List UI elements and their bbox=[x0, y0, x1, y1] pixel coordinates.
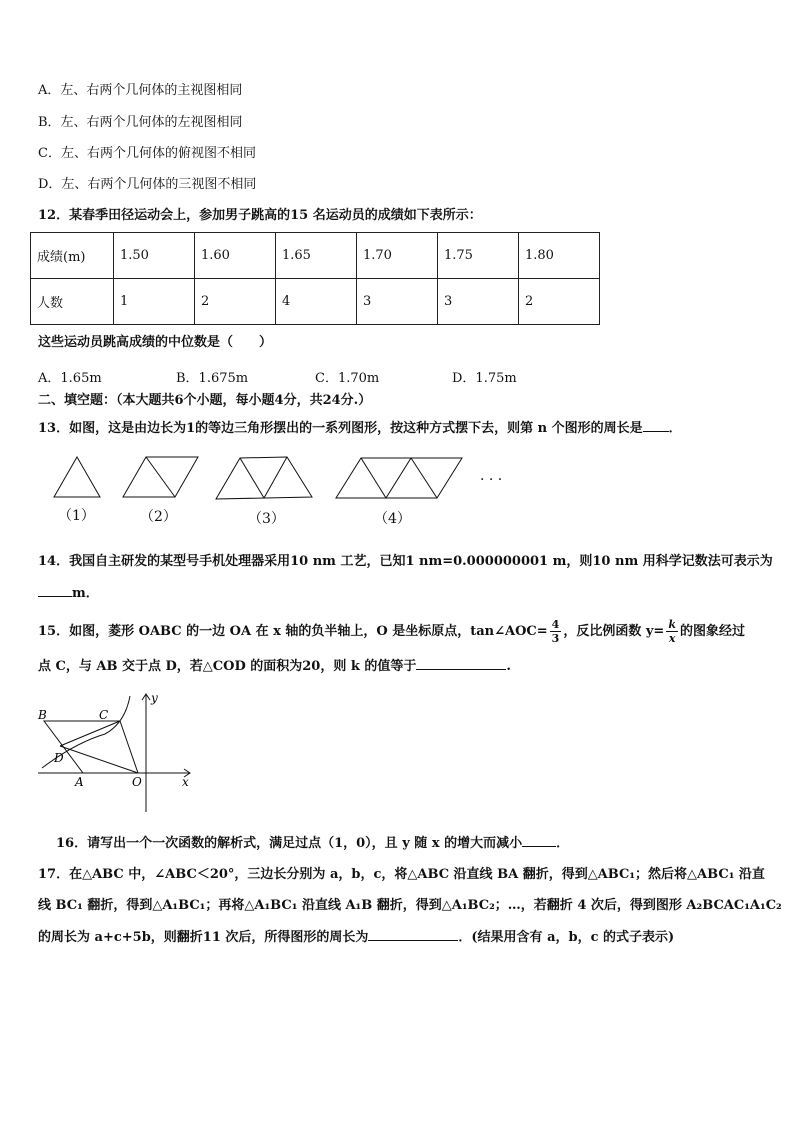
q14-stem: 14．我国自主研发的某型号手机处理器采用10 nm 工艺，已知1 nm=0.000000001 m，则10 nm 用科学记数法可表示为 bbox=[38, 554, 773, 569]
tan-fraction bbox=[550, 618, 562, 645]
q15-end: . bbox=[506, 659, 511, 674]
section-title: 二、填空题：（本大题共6个小题，每小题4分，共24分.） bbox=[38, 393, 372, 408]
q16-text: 16．请写出一个一次函数的解析式，满足过点（1，0），且 y 随 x 的增大而减小 bbox=[56, 836, 523, 851]
q11-option-c: C．左、右两个几何体的俯视图不相同 bbox=[38, 146, 256, 161]
q12-question: 这些运动员跳高成绩的中位数是（ ） bbox=[38, 335, 273, 350]
rhombus-coordinate-figure bbox=[30, 688, 205, 816]
q11-option-b: B．左、右两个几何体的左视图相同 bbox=[38, 115, 243, 130]
q17-line2: 线 BC₁ 翻折，得到△A₁BC₁；再将△A₁BC₁ 沿直线 A₁B 翻折，得到△A₁BC₂；…，若翻折 4 次后，得到图形 A₂BCAC₁A₁C₂ bbox=[38, 898, 782, 913]
k-over-x-fraction bbox=[666, 618, 678, 645]
q17-line3b: ．(结果用含有 a，b，c 的式子表示) bbox=[458, 930, 675, 945]
table-cell: 4 bbox=[276, 279, 357, 325]
figure-label-4: （4） bbox=[374, 511, 411, 527]
q13-end: ． bbox=[668, 421, 682, 436]
answer-blank bbox=[416, 657, 506, 670]
q16-stem bbox=[56, 834, 569, 853]
point-b-label: B bbox=[38, 708, 47, 722]
rhombus-oabc bbox=[44, 721, 138, 773]
q11-option-a: A．左、右两个几何体的主视图相同 bbox=[38, 83, 243, 98]
q17-line3a: 的周长为 a+c+5b，则翻折11 次后，所得图形的周长为 bbox=[38, 930, 369, 945]
q15-part2: ，反比例函数 y= bbox=[563, 624, 665, 639]
answer-blank bbox=[38, 584, 72, 597]
answer-blank bbox=[522, 834, 556, 847]
point-o-label: O bbox=[132, 775, 142, 789]
answer-blank bbox=[368, 928, 458, 941]
fraction-denominator: 3 bbox=[551, 632, 560, 645]
x-axis-label: x bbox=[182, 775, 189, 789]
table-cell: 1.50 bbox=[114, 233, 195, 279]
q16-end: ． bbox=[556, 836, 570, 851]
fraction-numerator: 4 bbox=[551, 618, 560, 631]
point-d-label: D bbox=[54, 751, 64, 765]
q13-text: 13．如图，这是由边长为1的等边三角形摆出的一系列图形，按这种方式摆下去，则第 n 个图形的周长是 bbox=[38, 421, 643, 436]
fraction-numerator: k bbox=[668, 618, 676, 631]
q15-part1: 15．如图，菱形 OABC 的一边 OA 在 x 轴的负半轴上，O 是坐标原点，tan∠AOC= bbox=[38, 624, 548, 639]
table-row bbox=[31, 233, 600, 279]
q14-end: m． bbox=[72, 586, 99, 601]
triangle-figure-3 bbox=[216, 457, 312, 499]
table-cell: 3 bbox=[357, 279, 438, 325]
point-a-label: A bbox=[75, 775, 84, 789]
q17-line3 bbox=[38, 928, 674, 947]
q12-option-c: C．1.70m bbox=[315, 371, 380, 386]
fraction-denominator: x bbox=[668, 632, 676, 645]
q17-line1: 17．在△ABC 中，∠ABC＜20°，三边长分别为 a，b，c，将△ABC 沿直线 BA 翻折，得到△ABC₁；然后将△ABC₁ 沿直 bbox=[38, 867, 765, 882]
q12-option-d: D．1.75m bbox=[452, 371, 517, 386]
figure-label-2: （2） bbox=[140, 509, 177, 525]
triangle-figure-1 bbox=[54, 457, 100, 497]
figure-label-3: （3） bbox=[248, 511, 285, 527]
q11-option-d: D．左、右两个几何体的三视图不相同 bbox=[38, 177, 257, 192]
q12-stem: 12．某春季田径运动会上，参加男子跳高的15 名运动员的成绩如下表所示： bbox=[38, 208, 482, 223]
q12-option-a: A．1.65m bbox=[38, 371, 102, 386]
table-header-height: 成绩(m) bbox=[31, 233, 114, 279]
table-cell: 2 bbox=[519, 279, 600, 325]
q14-end-line bbox=[38, 584, 99, 603]
q12-option-b: B．1.675m bbox=[176, 371, 249, 386]
y-axis-label: y bbox=[151, 691, 158, 705]
table-cell: 1.60 bbox=[195, 233, 276, 279]
table-header-count: 人数 bbox=[31, 279, 114, 325]
table-cell: 1.75 bbox=[438, 233, 519, 279]
table-cell: 3 bbox=[438, 279, 519, 325]
q15-part3: 的图象经过 bbox=[679, 624, 745, 639]
table-row bbox=[31, 279, 600, 325]
table-cell: 1.70 bbox=[357, 233, 438, 279]
q15-line2-text: 点 C，与 AB 交于点 D，若△COD 的面积为20，则 k 的值等于 bbox=[38, 659, 417, 674]
figure-label-1: （1） bbox=[58, 508, 95, 524]
ellipsis: · · · bbox=[480, 472, 503, 488]
q15-line1 bbox=[38, 618, 745, 645]
answer-blank bbox=[643, 419, 669, 432]
q15-line2 bbox=[38, 657, 511, 676]
point-c-label: C bbox=[99, 708, 109, 722]
q13-stem bbox=[38, 419, 682, 438]
table-cell: 1 bbox=[114, 279, 195, 325]
score-table bbox=[30, 232, 600, 325]
table-cell: 1.80 bbox=[519, 233, 600, 279]
table-cell: 2 bbox=[195, 279, 276, 325]
table-cell: 1.65 bbox=[276, 233, 357, 279]
